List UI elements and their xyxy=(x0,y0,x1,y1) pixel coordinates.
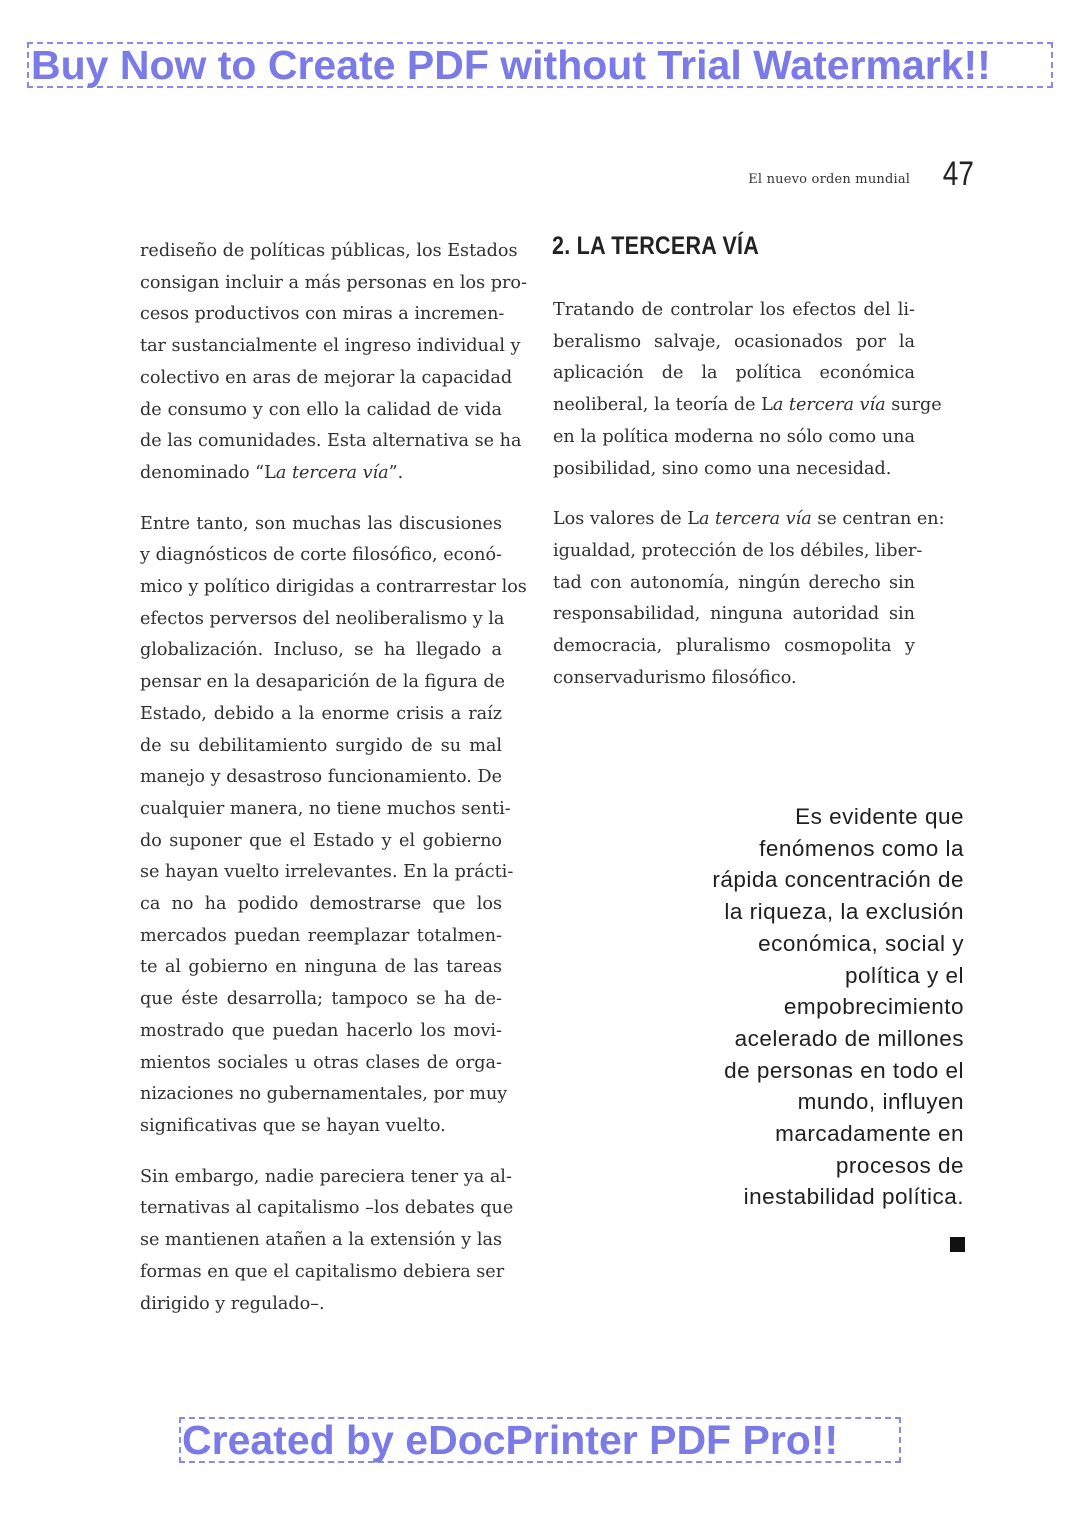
pull-quote-line: rápida concentración de xyxy=(712,867,964,893)
text-line: ca no ha podido demostrarse que los xyxy=(140,894,502,915)
pull-quote xyxy=(634,801,964,1213)
text-line: dirigido y regulado–. xyxy=(140,1293,325,1314)
text-line: neoliberal, la teoría de La tercera vía surge xyxy=(553,395,942,416)
text-line: mercados puedan reemplazar totalmen- xyxy=(140,925,502,946)
text-line: aplicación de la política económica xyxy=(553,363,915,384)
text-line: do suponer que el Estado y el gobierno xyxy=(140,830,502,851)
text-line: Estado, debido a la enorme crisis a raíz xyxy=(140,703,502,724)
book-title: a tercera vía xyxy=(698,509,812,530)
pull-quote-line: empobrecimiento xyxy=(783,994,964,1020)
text-line: nizaciones no gubernamentales, por muy xyxy=(140,1084,508,1105)
text-line: significativas que se hayan vuelto. xyxy=(140,1115,446,1136)
text-line: conservadurismo filosófico. xyxy=(553,667,797,688)
text-line: se hayan vuelto irrelevantes. En la prácti- xyxy=(140,862,514,883)
text-line: colectivo en aras de mejorar la capacidad xyxy=(140,367,513,388)
right-paragraph-1 xyxy=(553,295,942,485)
pull-quote-line: fenómenos como la xyxy=(759,835,964,861)
trial-watermark-top: Buy Now to Create PDF without Trial Watermark!! xyxy=(27,42,1053,88)
right-column xyxy=(553,295,945,713)
pull-quote-line: económica, social y xyxy=(758,930,964,956)
text-line: se mantienen atañen a la extensión y las xyxy=(140,1230,502,1251)
text-line: mico y político dirigidas a contrarrestar los xyxy=(140,577,527,598)
text-line: manejo y desastroso funcionamiento. De xyxy=(140,767,502,788)
right-paragraph-2 xyxy=(553,504,945,694)
text-line: posibilidad, sino como una necesidad. xyxy=(553,458,892,479)
text-line: te al gobierno en ninguna de las tareas xyxy=(140,957,502,978)
text-line: cesos productivos con miras a incremen- xyxy=(140,304,505,325)
text-line: denominado “La tercera vía”. xyxy=(140,462,404,483)
pull-quote-line: de personas en todo el xyxy=(724,1057,964,1083)
text-line: consigan incluir a más personas en los pro- xyxy=(140,272,527,293)
text-line: de las comunidades. Esta alternativa se ha xyxy=(140,431,522,452)
pull-quote-line: mundo, influyen xyxy=(797,1089,964,1115)
pull-quote-line: marcadamente en xyxy=(775,1121,964,1147)
trial-watermark-bottom: Created by eDocPrinter PDF Pro!! xyxy=(179,1417,901,1463)
text-line: globalización. Incluso, se ha llegado a xyxy=(140,640,502,661)
pull-quote-line: procesos de xyxy=(835,1152,964,1178)
text-line: Los valores de La tercera vía se centran en: xyxy=(553,509,945,530)
book-title: a tercera vía xyxy=(275,462,389,483)
left-paragraph-2 xyxy=(140,509,527,1143)
text-line: tar sustancialmente el ingreso individual y xyxy=(140,336,521,357)
end-of-article-square-icon xyxy=(950,1237,965,1252)
text-line: formas en que el capitalismo debiera ser xyxy=(140,1261,505,1282)
text-line: beralismo salvaje, ocasionados por la xyxy=(553,331,915,352)
text-line: de consumo y con ello la calidad de vida xyxy=(140,399,502,420)
pull-quote-line: la riqueza, la exclusión xyxy=(724,899,964,925)
text-line: Tratando de controlar los efectos del li- xyxy=(553,300,915,320)
text-line: cualquier manera, no tiene muchos senti- xyxy=(140,798,511,819)
left-paragraph-1 xyxy=(140,236,527,490)
text-line: mostrado que puedan hacerlo los movi- xyxy=(140,1020,502,1041)
text-line: Entre tanto, son muchas las discusiones xyxy=(140,513,502,534)
running-title: El nuevo orden mundial xyxy=(748,172,911,187)
text-line: pensar en la desaparición de la figura de xyxy=(140,672,506,693)
text-line: rediseño de políticas públicas, los Estados xyxy=(140,241,518,261)
pull-quote-line: inestabilidad política. xyxy=(743,1184,964,1210)
running-header xyxy=(748,157,974,191)
text-line: igualdad, protección de los débiles, liber- xyxy=(553,540,923,561)
book-title: a tercera vía xyxy=(772,395,886,416)
left-paragraph-3 xyxy=(140,1162,514,1321)
text-line: tad con autonomía, ningún derecho sin xyxy=(553,572,915,593)
section-heading: 2. LA TERCERA VÍA xyxy=(552,232,760,260)
pull-quote-line: acelerado de millones xyxy=(734,1025,964,1051)
text-line: Sin embargo, nadie pareciera tener ya al- xyxy=(140,1166,512,1187)
text-line: efectos perversos del neoliberalismo y la xyxy=(140,608,505,629)
pull-quote-line: política y el xyxy=(844,962,964,988)
text-line: ternativas al capitalismo –los debates que xyxy=(140,1198,514,1219)
text-line: y diagnósticos de corte filosófico, econó- xyxy=(140,545,502,566)
text-line: responsabilidad, ninguna autoridad sin xyxy=(553,604,915,625)
text-line: en la política moderna no sólo como una xyxy=(553,426,915,447)
text-line: que éste desarrolla; tampoco se ha de- xyxy=(140,989,502,1010)
text-line: de su debilitamiento surgido de su mal xyxy=(140,735,502,756)
pull-quote-line: Es evidente que xyxy=(795,804,964,829)
text-line: democracia, pluralismo cosmopolita y xyxy=(553,636,915,657)
page-number: 47 xyxy=(942,155,974,193)
left-column xyxy=(140,236,527,1339)
text-line: mientos sociales u otras clases de orga- xyxy=(140,1052,502,1073)
